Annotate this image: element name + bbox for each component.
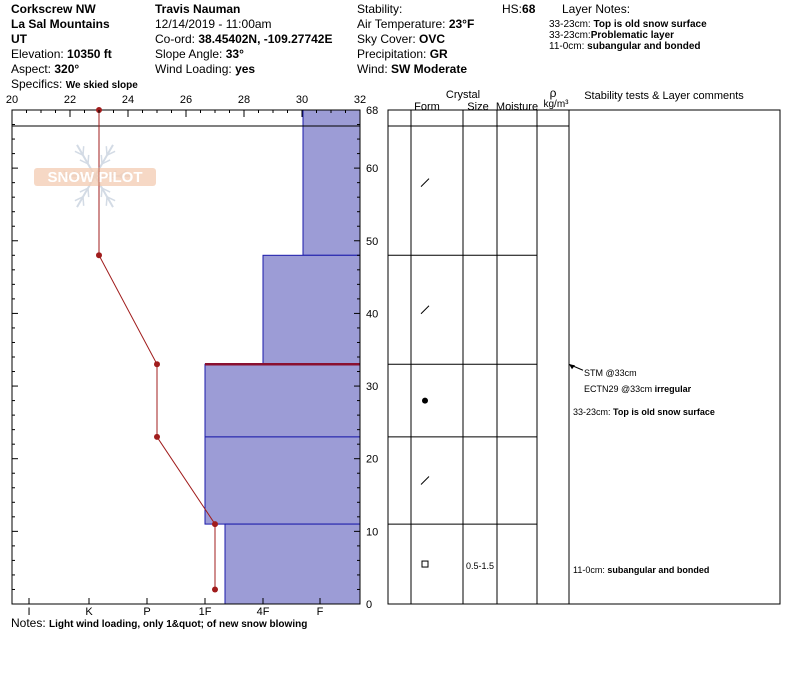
stability-test: ECTN29 @33cm irregular [584, 384, 692, 394]
hardness-layer-bar [205, 364, 360, 437]
layer-comment: 33-23cm: Top is old snow surface [573, 407, 715, 417]
location-name: Corkscrew NW [11, 2, 96, 16]
temperature-point [212, 521, 218, 527]
hardness-tick-label: I [27, 606, 31, 618]
temperature-tick-label: 32 [353, 94, 367, 106]
aspect: Aspect: 320° [11, 62, 80, 76]
layer-table [388, 86, 780, 604]
layer-comment-text: subangular and bonded [607, 565, 710, 575]
hardness-tick-label: P [143, 606, 151, 618]
temperature-tick-label: 22 [63, 94, 77, 106]
snowflake-branch [106, 146, 107, 155]
specifics: Specifics: We skied slope [11, 77, 138, 91]
temperature-tick-label: 20 [5, 94, 19, 106]
stability-test: STM @33cm [584, 368, 637, 378]
snowflake-branch [88, 188, 89, 197]
temperature-tick-label: 28 [237, 94, 251, 106]
sky-cover: Sky Cover: OVC [357, 32, 446, 46]
hardness-layers [205, 110, 360, 604]
depth-tick-label: 20 [366, 453, 379, 466]
coordinates: Co-ord: 38.45402N, -109.27742E [155, 32, 333, 46]
crystal-header: Crystal [445, 89, 481, 101]
depth-tick-label: 30 [366, 381, 379, 394]
size-cell: 0.5-1.5 [466, 561, 495, 571]
temperature-point [96, 252, 102, 258]
temperature-tick-label: 24 [121, 94, 135, 106]
layer-comment: 11-0cm: subangular and bonded [573, 565, 710, 575]
wind: Wind: SW Moderate [357, 62, 468, 76]
temperature-tick-label: 30 [295, 94, 309, 106]
observer-name: Travis Nauman [155, 2, 241, 16]
mountain-range: La Sal Mountains [11, 17, 110, 31]
precip-particle-symbol [421, 179, 429, 187]
stability: Stability: [357, 2, 403, 16]
temperature-tick-label: 26 [179, 94, 193, 106]
test-qualifier: irregular [654, 384, 692, 394]
air-temperature: Air Temperature: 23°F [357, 17, 475, 31]
depth-tick-label: 40 [366, 308, 379, 321]
layer-note: 33-23cm: Top is old snow surface [549, 19, 707, 30]
snow-height: HS:68 [502, 2, 536, 16]
snowflake-branch [83, 197, 84, 206]
form-header: Form [414, 101, 440, 113]
elevation: Elevation: 10350 ft [11, 47, 112, 61]
table-border [388, 110, 780, 604]
graupel-symbol [422, 398, 428, 404]
temperature-point [154, 361, 160, 367]
hardness-tick-label: 4F [256, 606, 270, 618]
size-header: Size [467, 101, 489, 113]
snowflake-branch [101, 188, 102, 197]
snowflake-branch [106, 197, 107, 206]
depth-tick-label: 0 [366, 599, 373, 611]
density-unit-header: kg/m³ [543, 99, 569, 110]
depth-tick-label: 50 [366, 235, 379, 248]
moisture-header: Moisture [495, 101, 539, 113]
depth-tick-label: 68 [366, 105, 379, 117]
wind-loading: Wind Loading: yes [155, 62, 256, 76]
snowflake-branch [88, 155, 89, 164]
layer-note: 11-0cm: subangular and bonded [549, 41, 701, 52]
snowflake-branch [101, 155, 102, 164]
faceted-rounded-symbol [422, 561, 428, 567]
stability-header: Stability tests & Layer comments [584, 90, 744, 102]
slope-angle: Slope Angle: 33° [155, 47, 244, 61]
temperature-point [154, 434, 160, 440]
hardness-layer-bar [303, 110, 360, 255]
hardness-tick-label: K [85, 606, 93, 618]
hardness-tick-label: 1F [198, 606, 212, 618]
temperature-point [212, 586, 218, 592]
precip-particle-symbol [421, 306, 429, 314]
layer-notes-title: Layer Notes: [562, 2, 631, 16]
snowpilot-watermark [34, 145, 156, 207]
depth-tick-label: 10 [366, 526, 379, 539]
layer-note: 33-23cm:Problematic layer [549, 30, 675, 41]
precip-particle-symbol [421, 477, 429, 485]
hardness-layer-bar [225, 524, 360, 604]
hardness-tick-label: F [316, 606, 324, 618]
layer-comment-text: Top is old snow surface [613, 407, 715, 417]
snowflake-branch [83, 146, 84, 155]
watermark-text: SNOW PILOT [47, 169, 143, 186]
hardness-layer-bar [205, 437, 360, 524]
density-symbol-header: ρ [549, 86, 557, 100]
notes: Notes: Light wind loading, only 1&quot; of new snow blowing [11, 616, 308, 630]
depth-tick-label: 60 [366, 163, 379, 176]
observation-datetime: 12/14/2019 - 11:00am [155, 17, 272, 31]
precipitation: Precipitation: GR [357, 47, 448, 61]
hardness-layer-bar [263, 255, 360, 364]
state: UT [11, 32, 27, 46]
